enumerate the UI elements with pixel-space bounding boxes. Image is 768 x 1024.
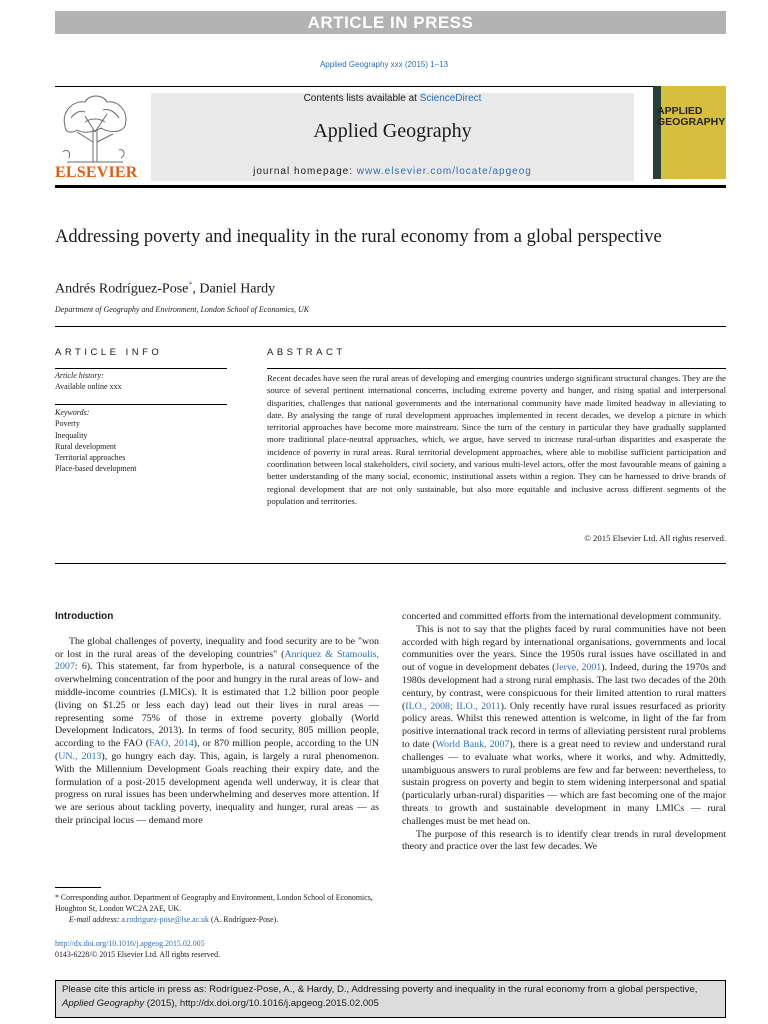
email-suffix: (A. Rodríguez-Pose). (208, 915, 279, 924)
homepage-prefix: journal homepage: (253, 166, 357, 177)
cover-title-line-1: APPLIED (657, 105, 703, 117)
publisher-wordmark: ELSEVIER (55, 164, 138, 181)
email-line (55, 914, 379, 925)
cite-text: Please cite this article in press as: Rodríguez-Pose, A., & Hardy, D., Addressing poverty and inequality in the rural economy from a global perspective, (62, 984, 698, 995)
cite-this-article-box (55, 980, 726, 1018)
body-right-column (402, 611, 726, 854)
keyword: Rural development (55, 441, 117, 451)
citation-link[interactable]: FAO, 2014 (149, 738, 194, 750)
abstract-bottom-rule (55, 563, 726, 564)
contents-prefix: Contents lists available at (303, 93, 420, 104)
abstract-text: Recent decades have seen the rural areas of developing and emerging countries undergo significant structural changes. They are the source of several pertinent international concerns, including extreme poverty and hunger, and rising spatial and interpersonal disparities, challenges that national governments and the international community have made limited headway in alleviating to date. By analysing the range of rural development approaches implemented in recent decades, we develop a picture in which territorial approaches have become more mainstream. Since the turn of the century in particular they have gradually supplanted more traditional place-neutral approaches, which, we argue, have served to increase rural-urban disparities and exasperate the incidence of poverty in rural areas. Rural territorial development approaches, where able to mobilise sufficient participation and coordination between local stakeholders, civil society, and various multi-level actors, offer the most favourable means of gaining a better understanding of the many social, economic, institutional assets within a region. They can be harnessed to drive brands of regional development that are not only sustainable, but also more equitable and inclusive across different segments of the population and territories. (267, 373, 726, 506)
article-in-press-banner: ARTICLE IN PRESS (55, 11, 726, 34)
keyword: Territorial approaches (55, 453, 126, 463)
affiliation: Department of Geography and Environment, London School of Economics, UK (55, 305, 310, 314)
elsevier-tree-icon (55, 92, 135, 164)
footnote-rule (55, 887, 101, 888)
history-value: Available online xxx (55, 382, 122, 392)
journal-homepage-line (151, 166, 634, 177)
header-top-rule (55, 86, 726, 87)
history-label: Article history: (55, 371, 104, 380)
homepage-link[interactable]: www.elsevier.com/locate/apgeog (356, 166, 532, 177)
article-title: Addressing poverty and inequality in the rural economy from a global perspective (55, 227, 662, 247)
corresponding-author-footnote (55, 892, 379, 925)
body-left-column (55, 611, 379, 828)
abstract-rule (267, 368, 726, 369)
article-info-rule (55, 368, 227, 369)
body-paragraph: The global challenges of poverty, inequality and food security are to be "won or lost in the rural areas of the developing countries" (Anríquez & Stamoulis, 2007: 6). This statement, far from hyperbole, is a natural consequence of the overwhelming concentration of the poor and hungry in the rural areas of low- and middle-income countries (LMICs). It is estimated that 1.2 billion poor people (living on $1.25 or less each day) lead out their lives in rural areas — representing some 75% of those in extreme poverty globally (World Development Indicators, 2013). In terms of food security, 805 million people, according to the FAO (FAO, 2014), or 870 million people, according to the UN (UN., 2013), go hungry each day. This, again, is largely a rural phenomenon. With the Millennium Development Goals reaching their expiry date, and the formulation of a post-2015 development agenda well underway, it is clear that progress on rural issues has been underwhelming and deserves more attention. If we are serious about tackling poverty, inequality and hunger, rural areas — as their principal locus — demand more (55, 635, 380, 826)
footnote-text: * Corresponding author. Department of Geography and Environment, London School of Economics, Houghton St, London WC2A 2AE, UK. (55, 893, 373, 913)
email-link[interactable]: a.rodriguez-pose@lse.ac.uk (121, 915, 209, 924)
citation-link[interactable]: UN., 2013 (58, 750, 102, 762)
body-paragraph: This is not to say that the plights faced by rural communities have not been accorded with high regard by international organisations, governments and local communities over the years. Since the 1950s rural issues have oscillated in and out of vogue in development debates (Jerve, 2001). Indeed, during the 1970s and 1980s development had a strong rural emphasis. The last two decades of the 20th century, by contrast, were conspicuous for their limited attention to rural matters (ILO., 2008; ILO., 2011). Only recently have rural issues resurfaced as priority policy areas. Whilst this renewed attention is welcome, in light of the far from positive international track record in terms of alleviating persistent rural problems to date (World Bank, 2007), there is a great need to review and understand rural challenges — to evaluate what works, where it works, and why. Admittedly, unambiguous answers to rural problems are few and far between: nevertheless, to sustain progress on poverty and begin to stem widening interpersonal and spatial (particularly urban-rural) disparities — which are fast becoming one of the major threats to growth and sustainable development in many LMICs — rural challenges must be met head on. (402, 623, 726, 827)
cover-title (657, 106, 725, 128)
author-1: Andrés Rodríguez-Pose (55, 281, 189, 297)
sciencedirect-link[interactable]: ScienceDirect (419, 93, 482, 104)
author-list (55, 280, 275, 298)
journal-name: Applied Geography (313, 120, 472, 142)
keyword: Poverty (55, 419, 80, 429)
doi-block (55, 938, 220, 960)
keywords-rule (55, 404, 227, 405)
cover-title-line-2: GEOGRAPHY (657, 116, 726, 128)
author-separator: , (192, 281, 200, 297)
affiliation-rule (55, 326, 726, 327)
article-history (55, 370, 227, 393)
journal-info-box (151, 93, 634, 181)
citation-link[interactable]: Anríquez & Stamoulis, 2007 (55, 648, 379, 673)
keyword: Inequality (55, 430, 88, 440)
citation-link[interactable]: ILO., 2008; ILO., 2011 (405, 700, 501, 712)
email-label: E-mail address: (69, 915, 122, 924)
issn-line: 0143-6228/© 2015 Elsevier Ltd. All rights reserved. (55, 950, 221, 959)
abstract-copyright: © 2015 Elsevier Ltd. All rights reserved. (584, 533, 726, 543)
introduction-heading: Introduction (55, 611, 114, 622)
abstract-heading: ABSTRACT (267, 347, 346, 358)
corresponding-author-mark[interactable]: * (188, 280, 193, 289)
cite-text-end: (2015), http://dx.doi.org/10.1016/j.apgeog.2015.02.005 (144, 998, 379, 1009)
body-paragraph: The purpose of this research is to identify clear trends in rural development theory and practice over the last few decades. We (402, 828, 726, 853)
citation-link[interactable]: World Bank, 2007 (435, 738, 510, 750)
keywords-label: Keywords: (55, 408, 90, 417)
journal-citation-link[interactable]: Applied Geography xxx (2015) 1–13 (319, 60, 449, 69)
doi-link[interactable]: http://dx.doi.org/10.1016/j.apgeog.2015.02.005 (55, 939, 205, 948)
cover-stripe (653, 86, 661, 179)
article-info-heading: ARTICLE INFO (55, 347, 163, 358)
body-paragraph: concerted and committed efforts from the international development community. (402, 611, 722, 622)
contents-line (151, 93, 634, 105)
author-2: Daniel Hardy (199, 281, 276, 297)
keyword: Place-based development (55, 464, 137, 474)
cite-journal: Applied Geography (62, 998, 145, 1009)
keywords-block (55, 407, 227, 475)
citation-link[interactable]: Jerve, 2001 (555, 662, 602, 674)
elsevier-logo (55, 92, 138, 182)
header-bottom-rule (55, 185, 726, 188)
journal-cover-image (653, 86, 726, 179)
